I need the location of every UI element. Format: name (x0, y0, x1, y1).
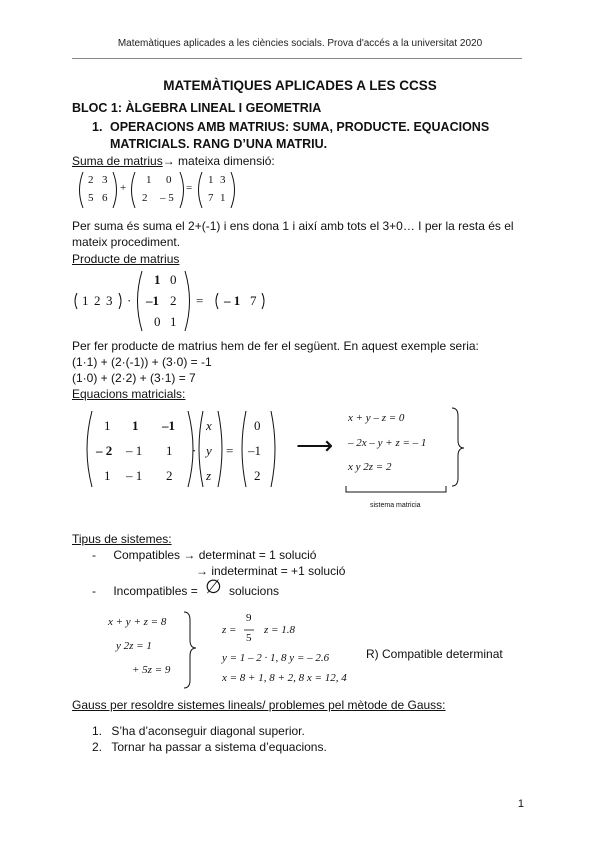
emptyset-icon: ∅ (205, 577, 222, 598)
eq-var-y: y (206, 443, 212, 458)
eq-rhs-2: –1 (248, 443, 261, 458)
producte-line-1: (1·1) + (2·(-1)) + (3·0) = -1 (72, 355, 212, 369)
suma-equation (76, 170, 276, 210)
suma-plus: + (120, 182, 127, 194)
page-header: Matemàtiques aplicades a les ciències socials. Prova d'accés a la universitat 2020 (117, 38, 483, 49)
producte-m-22: 2 (170, 293, 177, 308)
producte-heading: Producte de matrius (72, 252, 180, 266)
tipus-arrow-2: → (196, 564, 208, 578)
eq-m-11: 1 (104, 418, 111, 433)
exemple-result: R) Compatible determinat (366, 647, 503, 661)
eq-m-23: 1 (166, 443, 173, 458)
producte-dot: · (127, 293, 132, 308)
ex-z-den: 5 (246, 632, 252, 644)
ex-system-3: + 5z = 9 (132, 664, 171, 676)
equacions-matrix-equation (84, 408, 284, 490)
producte-row-2: 2 (94, 293, 101, 308)
producte-m-12: 0 (170, 272, 177, 287)
tipus-determinat: determinat = 1 solució (198, 548, 317, 562)
producte-m-31: 0 (154, 314, 161, 329)
eq-dot: · (192, 443, 197, 458)
producte-m-21: –1 (146, 293, 159, 308)
ex-system-2: y 2z = 1 (116, 640, 152, 652)
document-title: MATEMÀTIQUES APLICADES A LES CCSS (163, 78, 437, 93)
producte-row-1: 1 (82, 293, 89, 308)
header-divider (72, 58, 522, 59)
eq-m-21: – 2 (96, 443, 113, 458)
producte-explanation: Per fer producte de matrius hem de fer el següent. En aquest exemple seria: (72, 339, 479, 353)
producte-m-11: 1 (154, 272, 161, 287)
suma-note: → mateixa dimensió: (162, 154, 275, 168)
producte-equation (70, 268, 280, 334)
gauss-step-2-number: 2. (92, 740, 103, 754)
eq-system-1: x + y – z = 0 (348, 412, 405, 424)
exemple-solution (222, 610, 362, 690)
gauss-heading: Gauss per resoldre sistemes lineals/ problemes pel mètode de Gauss: (72, 698, 446, 712)
eq-m-12: 1 (132, 418, 139, 433)
producte-row-3: 3 (106, 293, 113, 308)
ex-y-line: y = 1 – 2 · 1, 8 y = – 2.6 (222, 652, 330, 664)
gauss-step-2 (92, 739, 327, 755)
producte-m-32: 1 (170, 314, 177, 329)
eq-m-31: 1 (104, 468, 111, 483)
tipus-dash-2: - (92, 584, 96, 598)
eq-var-x: x (206, 418, 212, 433)
suma-c-22: 1 (220, 192, 226, 204)
gauss-step-1-text: S’ha d’aconseguir diagonal superior. (111, 724, 305, 738)
eq-rhs-1: 0 (254, 418, 261, 433)
gauss-step-2-text: Tornar ha passar a sistema d’equacions. (111, 740, 327, 754)
suma-heading-line (72, 153, 275, 169)
suma-a-22: 6 (102, 192, 108, 204)
suma-equals: = (186, 182, 193, 194)
suma-heading: Suma de matrius (72, 154, 163, 168)
eq-equals: = (226, 443, 234, 458)
gauss-step-1-number: 1. (92, 724, 103, 738)
suma-c-12: 3 (220, 174, 226, 186)
suma-b-12: 0 (166, 174, 172, 186)
suma-a-12: 3 (102, 174, 108, 186)
exemple-brace (100, 610, 210, 692)
producte-line-2: (1·0) + (2·2) + (3·1) = 7 (72, 371, 196, 385)
suma-b-22: – 5 (160, 192, 174, 204)
tipus-compatibles: Compatibles (113, 548, 181, 562)
tipus-heading: Tipus de sistemes: (72, 532, 172, 546)
eq-rhs-3: 2 (254, 468, 261, 483)
eq-m-13: –1 (162, 418, 175, 433)
bloc-heading: BLOC 1: ÀLGEBRA LINEAL I GEOMETRIA (72, 101, 322, 115)
eq-system-caption: sistema matricia (370, 502, 421, 509)
suma-b-11: 1 (146, 174, 152, 186)
section-number: 1. (92, 120, 103, 134)
eq-system-3: x y 2z = 2 (348, 461, 392, 473)
ex-z-lhs: z = (222, 624, 237, 636)
exemple-system (100, 610, 210, 692)
section-title: OPERACIONS AMB MATRIUS: SUMA, PRODUCTE. EQUACIONS MATRICIALS. RANG D’UNA MATRIU. (110, 120, 490, 151)
ex-z-num: 9 (246, 612, 252, 624)
suma-c-21: 7 (208, 192, 214, 204)
eq-m-22: – 1 (126, 443, 143, 458)
tipus-indeterminat: indeterminat = +1 solució (211, 564, 346, 578)
producte-result-1: – 1 (224, 293, 241, 308)
ex-x-line: x = 8 + 1, 8 + 2, 8 x = 12, 4 (222, 672, 347, 684)
tipus-incompatibles-row (92, 577, 280, 599)
tipus-solucions: solucions (228, 584, 280, 598)
equacions-system-braces (344, 406, 474, 510)
tipus-incompatibles: Incompatibles = (113, 584, 198, 598)
tipus-compatibles-row (92, 547, 316, 563)
tipus-arrow-1: → (183, 548, 196, 562)
equacions-heading: Equacions matricials: (72, 387, 186, 401)
suma-explanation: Per suma és suma el 2+(-1) i ens dona 1 i així amb tots el 3+0… I per la resta és el mateix procediment. (72, 219, 514, 249)
page-number: 1 (517, 798, 524, 810)
equacions-system (344, 406, 474, 510)
equacions-arrow: ⟶ (296, 431, 334, 460)
tipus-dash-1: - (92, 548, 96, 562)
suma-b-21: 2 (142, 192, 148, 204)
eq-system-2: – 2x – y + z = – 1 (348, 437, 427, 449)
ex-system-1: x + y + z = 8 (108, 616, 167, 628)
producte-result-2: 7 (250, 293, 257, 308)
gauss-step-1 (92, 723, 305, 739)
ex-z-rhs: z = 1.8 (264, 624, 295, 636)
suma-a-11: 2 (88, 174, 94, 186)
eq-var-z: z (206, 468, 212, 483)
eq-m-32: – 1 (126, 468, 143, 483)
producte-equals: = (196, 293, 204, 308)
section-heading (92, 119, 512, 153)
suma-a-21: 5 (88, 192, 94, 204)
suma-c-11: 1 (208, 174, 214, 186)
eq-m-33: 2 (166, 468, 173, 483)
